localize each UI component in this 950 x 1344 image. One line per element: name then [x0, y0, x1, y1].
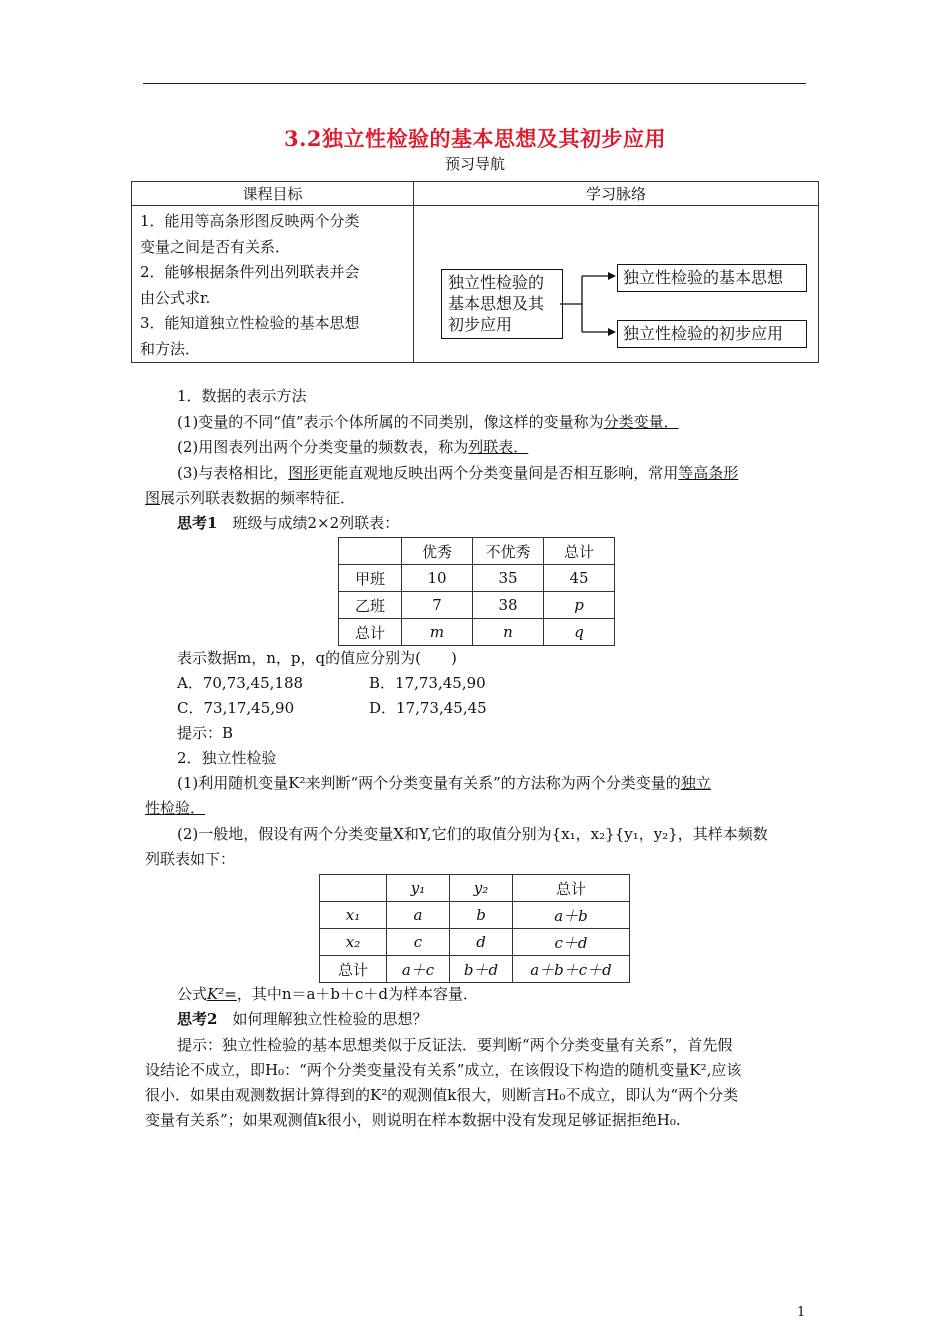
goal-line: 1．能用等高条形图反映两个分类 — [140, 212, 360, 230]
goal-line: 和方法． — [140, 339, 201, 358]
think-label: 思考1 — [177, 514, 218, 532]
table-cell: 总计 — [544, 538, 615, 565]
table-cell: x₂ — [320, 929, 387, 956]
table-cell: p — [544, 592, 615, 619]
answer-underline: 图形 — [288, 464, 319, 482]
preview-nav-table — [131, 181, 819, 363]
s2-paragraph-2-cont: 列联表如下： — [145, 850, 236, 868]
diagram-main-line: 独立性检验的 — [448, 273, 545, 292]
think2-hint-line: 变量有关系”；如果观测值k很小，则说明在样本数据中没有发现足够证据拒绝H₀. — [145, 1111, 681, 1129]
formula-underline: K²= — [207, 985, 237, 1003]
generic-contingency-table — [319, 874, 630, 983]
table-cell: 35 — [473, 565, 544, 592]
table-cell: 总计 — [513, 875, 630, 902]
table-cell: 总计 — [339, 619, 402, 646]
goal-line: 2．能够根据条件列出列联表并会 — [140, 263, 360, 281]
s1-paragraph-2: (2)用图表列出两个分类变量的频数表，称为列联表． — [177, 438, 529, 456]
table-cell: 7 — [402, 592, 473, 619]
option-d: D．17,73,45,45 — [369, 699, 487, 717]
table-cell: 优秀 — [402, 538, 473, 565]
course-goals — [132, 206, 414, 363]
table-cell: a＋b — [513, 902, 630, 929]
table-cell: 10 — [402, 565, 473, 592]
section2-heading: 2．独立性检验 — [177, 749, 277, 767]
table-cell: 总计 — [320, 956, 387, 983]
s2-paragraph-2: (2)一般地，假设有两个分类变量X和Y,它们的取值分别为{x₁，x₂}{y₁，y₂}，其样本频数 — [177, 825, 768, 843]
s2-paragraph-1-cont — [145, 798, 950, 818]
table-cell: 乙班 — [339, 592, 402, 619]
answer-underline: 列联表． — [468, 438, 529, 456]
diagram-arrows — [560, 256, 618, 356]
goal-line: 变量之间是否有关系． — [140, 237, 291, 256]
header-rule — [143, 83, 806, 84]
table-cell: a — [387, 902, 450, 929]
table-cell: n — [473, 619, 544, 646]
answer-underline: 性检验． — [145, 799, 206, 817]
section1-heading: 1．数据的表示方法 — [177, 387, 307, 405]
table-cell — [320, 875, 387, 902]
table-cell: c＋d — [513, 929, 630, 956]
think1-question: 表示数据m，n，p，q的值应分别为( ) — [177, 649, 457, 667]
table-cell: c — [387, 929, 450, 956]
page-title: 3.2独立性检验的基本思想及其初步应用 — [283, 126, 667, 151]
goal-line: 由公式求r. — [140, 288, 211, 307]
think2-hint-line: 很小．如果由观测数据计算得到的K²的观测值k很大，则断言H₀不成立，即认为“两个分类 — [145, 1086, 739, 1104]
table-cell: 甲班 — [339, 565, 402, 592]
option-b: B．17,73,45,90 — [369, 674, 486, 692]
table-cell: q — [544, 619, 615, 646]
class-score-table — [338, 537, 615, 646]
option-a: A．70,73,45,188 — [177, 674, 304, 692]
table-cell: m — [402, 619, 473, 646]
think2-hint-line: 设结论不成立，即H₀：“两个分类变量没有关系”成立，在该假设下构造的随机变量K²,应该 — [145, 1061, 742, 1079]
table-cell: a＋c — [387, 956, 450, 983]
page-number: 1 — [797, 1305, 806, 1320]
diagram-main-line: 初步应用 — [448, 315, 513, 334]
table-cell: y₂ — [450, 875, 513, 902]
option-c: C．73,17,45,90 — [177, 699, 295, 717]
diagram-main-line: 基本思想及其 — [448, 294, 545, 313]
table-cell: 38 — [473, 592, 544, 619]
section-subtitle: 预习导航 — [444, 155, 505, 173]
answer-underline: 图 — [145, 489, 161, 507]
think-label: 思考2 — [177, 1010, 218, 1028]
table-cell: 45 — [544, 565, 615, 592]
answer-underline: 等高条形 — [678, 464, 739, 482]
answer-underline: 独立 — [680, 774, 711, 792]
diagram-main-box — [441, 269, 563, 339]
table-cell: b＋d — [450, 956, 513, 983]
learning-diagram — [414, 206, 819, 363]
nav-header-context: 学习脉络 — [414, 182, 819, 206]
diagram-branch-application: 独立性检验的初步应用 — [617, 320, 807, 348]
goal-line: 3．能知道独立性检验的基本思想 — [140, 314, 360, 332]
table-cell: y₁ — [387, 875, 450, 902]
nav-header-goals: 课程目标 — [132, 182, 414, 206]
table-cell: d — [450, 929, 513, 956]
s1-paragraph-3: (3)与表格相比，图形更能直观地反映出两个分类变量间是否相互影响，常用等高条形 — [177, 464, 739, 482]
table-cell: 不优秀 — [473, 538, 544, 565]
answer-underline: 分类变量． — [603, 413, 679, 431]
table-cell — [339, 538, 402, 565]
think1-prompt: 思考1 班级与成绩2×2列联表： — [177, 514, 400, 532]
think2-prompt: 思考2 如何理解独立性检验的思想？ — [177, 1010, 428, 1028]
formula-line: 公式K²=，其中n＝a＋b＋c＋d为样本容量． — [177, 985, 479, 1003]
table-cell: x₁ — [320, 902, 387, 929]
s1-paragraph-1: (1)变量的不同“值”表示个体所属的不同类别，像这样的变量称为分类变量． — [177, 413, 679, 431]
s2-paragraph-1: (1)利用随机变量K²来判断“两个分类变量有关系”的方法称为两个分类变量的独立 — [177, 774, 711, 792]
table-cell: a＋b＋c＋d — [513, 956, 630, 983]
think1-hint: 提示：B — [177, 724, 234, 742]
s1-paragraph-3-cont: 图展示列联表数据的频率特征． — [145, 489, 356, 507]
table-cell: b — [450, 902, 513, 929]
diagram-branch-basic-idea: 独立性检验的基本思想 — [617, 264, 807, 292]
think2-hint-line: 提示：独立性检验的基本思想类似于反证法．要判断“两个分类变量有关系”，首先假 — [177, 1036, 733, 1054]
